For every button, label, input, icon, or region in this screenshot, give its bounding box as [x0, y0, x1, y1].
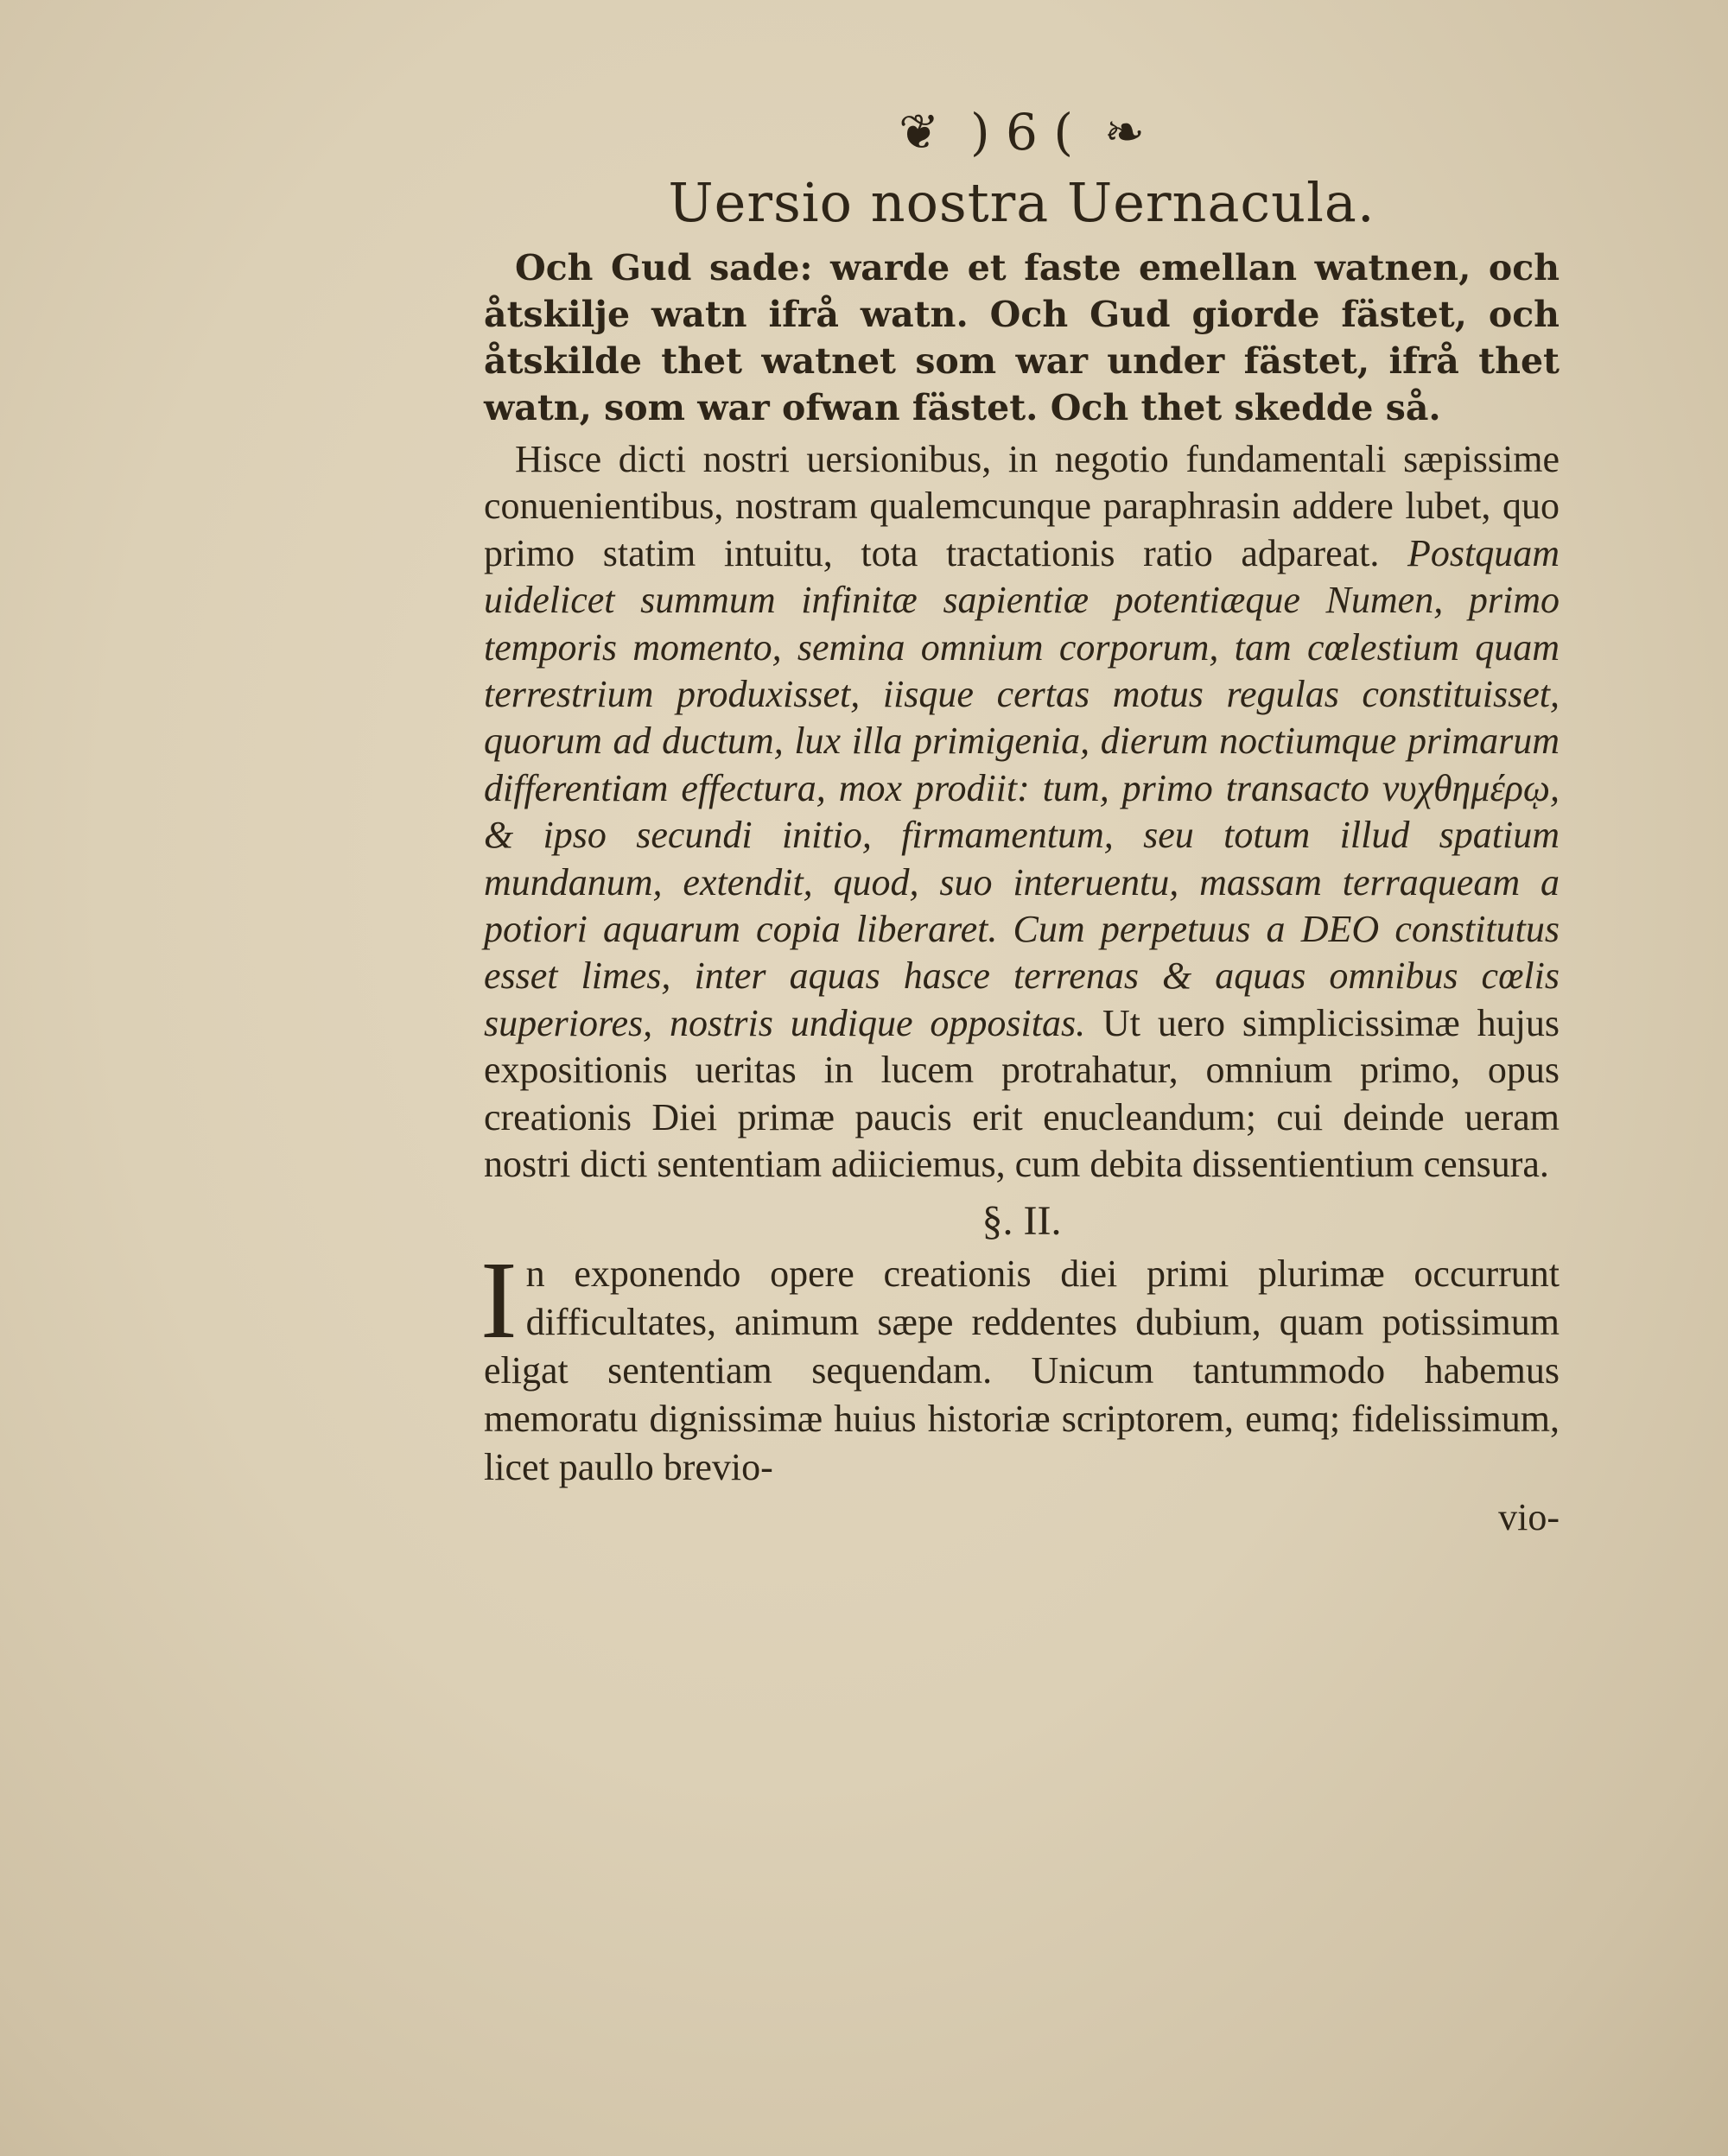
page-header: [484, 102, 1560, 162]
version-title: Uersio nostra Uernacula.: [668, 171, 1375, 234]
latin-text-italic: Postquam uidelicet summum infinitæ sapientiæ potentiæque Numen, primo temporis momento, semina omnium corporum, tam cœlestium quam terrestrium produxisset, iisque certas motus regulas constituisset, quorum ad ductum, lux illa primigenia, dierum noctiumque primarum differentiam effectura, mox prodiit: tum, primo transacto νυχθημέρῳ, & ipso secundi initio, firmamentum, seu totum illud spatium mundanum, extendit, quod, suo interuentu, massam terraqueam a potiori aquarum copia liberaret. Cum perpetuus a DEO constitutus esset limes, inter aquas hasce terrenas & aquas omnibus cœlis superiores, nostris undique oppositas.: [484, 531, 1560, 1044]
section-paragraph: [480, 1238, 1560, 1492]
latin-text-upright-2: Ut uero simplicissimæ hujus expositionis ueritas in lucem protrahatur, omnium primo, opus creationis Diei primæ paucis erit enucleandum; cui deinde ueram nostri dicti sententiam adiiciemus, cum debita dissentientium censura.: [484, 1001, 1560, 1186]
latin-text-upright: Hisce dicti nostri uersionibus, in negotio fundamentali sæpissime conuenientibus, nostram qualemcunque paraphrasin addere lubet, quo primo statim intuitu, tota tractationis ratio adpareat.: [484, 438, 1560, 574]
page-number: ) 6 (: [969, 103, 1074, 162]
drop-cap: I: [480, 1238, 518, 1361]
floral-ornament-icon: ❦: [899, 104, 939, 161]
catchword: vio-: [1498, 1495, 1560, 1538]
section-heading: §. II.: [982, 1197, 1062, 1244]
text-block: [480, 102, 1560, 1539]
section-text: n exponendo opere creationis diei primi plurimæ occurrunt difficultates, animum sæpe reddentes dubium, quam potissimum eligat sententiam sequendam. Unicum tantummodo habemus memoratu dignissimæ huius historiæ scriptorem, eumq; fidelissimum, licet paullo brevio-: [484, 1252, 1560, 1488]
swedish-verse: Och Gud sade: warde et faste emellan watnen, och åtskilje watn ifrå watn. Och Gud giorde fästet, och åtskilde thet watnet som war under fästet, ifrå thet watn, som war ofwan fästet. Och thet skedde så.: [484, 247, 1560, 428]
floral-ornament-icon: ❧: [1104, 104, 1145, 161]
latin-paraphrase: [484, 436, 1560, 1189]
